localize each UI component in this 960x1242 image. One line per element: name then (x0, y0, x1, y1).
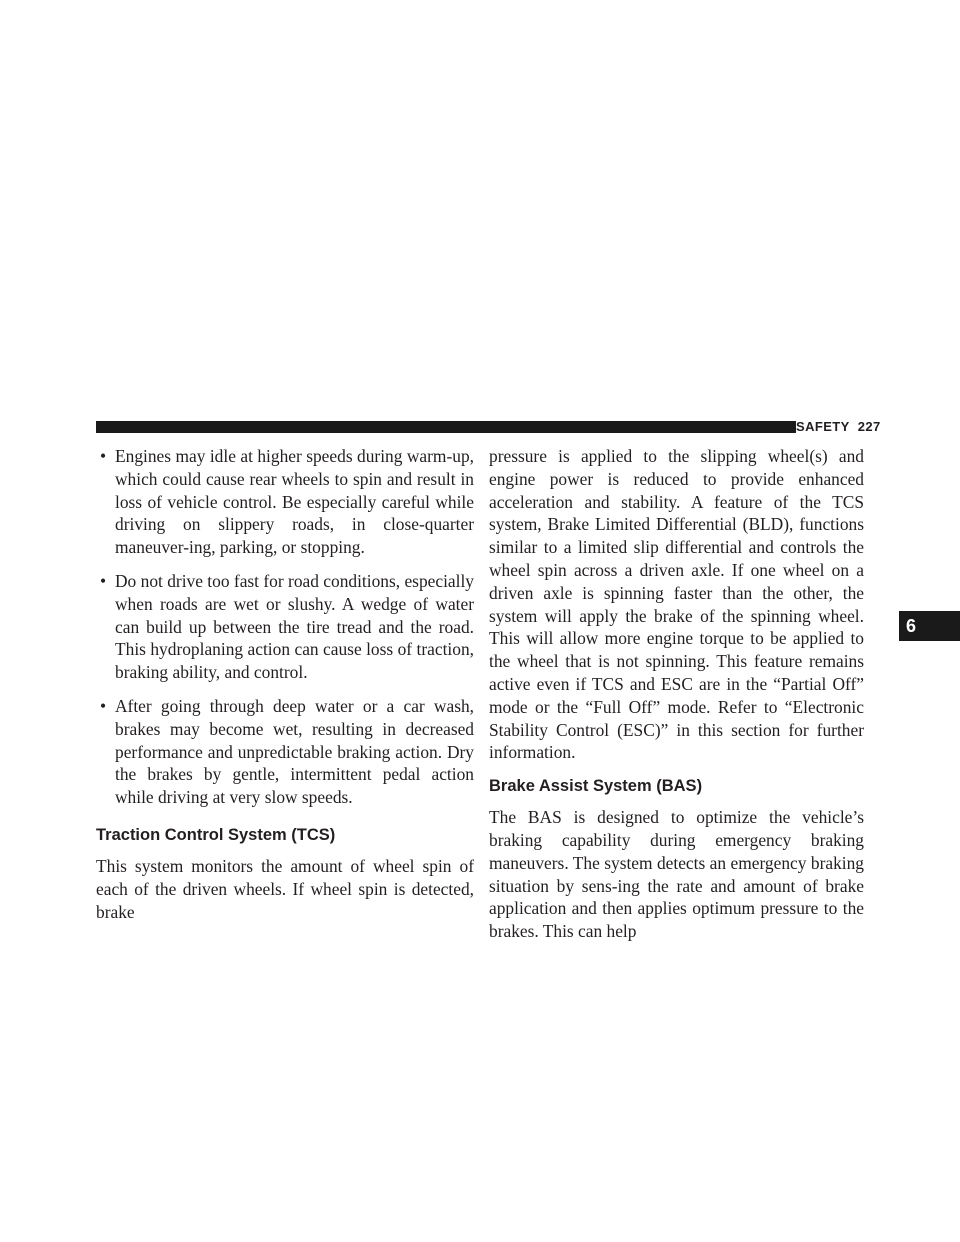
bullet-item: • Do not drive too fast for road conditions, especially when roads are wet or slushy. A wedge of water can build up between the tire tread and the road. This hydroplaning action can cause loss of traction, braking ability, and control. (96, 570, 474, 684)
left-column (96, 445, 474, 923)
bullet-item: • Engines may idle at higher speeds during warm-up, which could cause rear wheels to spin and result in loss of vehicle control. Be especially careful while driving on slippery roads, in close-quarter maneuver-ing, parking, or stopping. (96, 445, 474, 559)
running-header (796, 418, 881, 436)
chapter-tab-number: 6 (906, 616, 917, 636)
bullet-item: • After going through deep water or a car wash, brakes may become wet, resulting in decreased performance and unpredictable braking action. Dry the brakes by gentle, intermittent pedal action while driving at very slow speeds. (96, 695, 474, 809)
tcs-paragraph-start: This system monitors the amount of wheel spin of each of the driven wheels. If wheel spin is detected, brake (96, 855, 474, 922)
caution-bullet-list (96, 445, 474, 809)
header-rule (96, 421, 876, 433)
right-column (489, 445, 864, 943)
tcs-paragraph-continued: pressure is applied to the slipping wheel(s) and engine power is reduced to provide enhanced acceleration and stability. A feature of the TCS system, Brake Limited Differential (BLD), functions similar to a limited slip differential and controls the wheel spin across a driven axle. If one wheel on a driven axle is spinning faster than the other, the system will apply the brake of the spinning wheel. This will allow more engine torque to be applied to the wheel that is not spinning. This feature remains active even if TCS and ESC are in the “Partial Off” mode or the “Full Off” mode. Refer to “Electronic Stability Control (ESC)” in this section for further information. (489, 446, 864, 763)
page-number: 227 (857, 419, 881, 434)
tcs-heading: Traction Control System (TCS) (96, 825, 336, 844)
chapter-tab (899, 611, 960, 641)
bas-paragraph: The BAS is designed to optimize the vehicle’s braking capability during emergency braking maneuvers. The system detects an emergency braking situation by sens-ing the rate and amount of brake application and then applies optimum pressure to the brakes. This can help (489, 807, 864, 942)
header-section-title: SAFETY (796, 419, 850, 434)
bas-heading: Brake Assist System (BAS) (489, 777, 703, 796)
